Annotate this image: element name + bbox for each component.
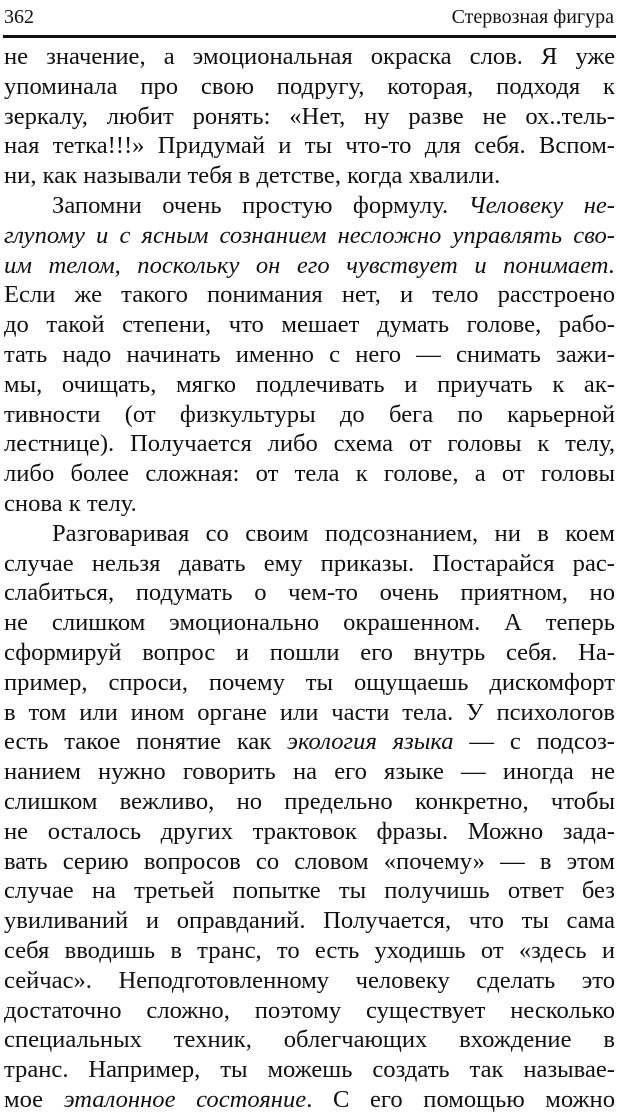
text-line bbox=[4, 221, 615, 251]
text-segment: лестнице). Получается либо схема от головы к телу, bbox=[4, 430, 615, 458]
text-segment: не слишком эмоционально окрашенном. А теперь bbox=[4, 609, 615, 637]
running-title: Стервозная фигура bbox=[451, 6, 614, 28]
text-line bbox=[4, 966, 615, 996]
text-segment: сформируй вопрос и пошли его внутрь себя. На- bbox=[4, 638, 615, 666]
italic-text-segment: глупому и с ясным сознанием несложно управлять сво- bbox=[4, 221, 615, 249]
text-line bbox=[4, 191, 615, 221]
text-segment: слишком вежливо, но предельно конкретно, чтобы bbox=[4, 787, 615, 815]
text-segment: до такой степени, что мешает думать голове, рабо- bbox=[4, 311, 615, 339]
text-segment: тивности (от физкультуры до бега по карьерной bbox=[4, 400, 615, 428]
text-segment: мое bbox=[4, 1085, 64, 1113]
text-line bbox=[4, 638, 615, 668]
text-segment: снова к телу. bbox=[4, 489, 137, 517]
text-segment: достаточно сложно, поэтому существует несколько bbox=[4, 996, 615, 1024]
text-line bbox=[4, 668, 615, 698]
text-segment: увиливаний и оправданий. Получается, что ты сама bbox=[4, 907, 615, 935]
text-line bbox=[4, 161, 615, 191]
text-line bbox=[4, 251, 615, 281]
text-line bbox=[4, 310, 615, 340]
text-line bbox=[4, 578, 615, 608]
text-segment: тать надо начинать именно с него — снимать зажи- bbox=[4, 340, 615, 368]
text-line bbox=[4, 72, 615, 102]
text-segment: либо более сложная: от тела к голове, а от головы bbox=[4, 460, 615, 488]
text-line bbox=[4, 489, 615, 519]
text-line bbox=[4, 459, 615, 489]
text-line bbox=[4, 280, 615, 310]
text-line bbox=[4, 936, 615, 966]
text-segment: слабиться, подумать о чем-то очень приятном, но bbox=[4, 579, 615, 607]
text-line bbox=[4, 757, 615, 787]
text-segment: мы, очищать, мягко подлечивать и приучать к ак- bbox=[4, 370, 615, 398]
text-line bbox=[4, 400, 615, 430]
text-segment: ная тетка!!!» Придумай и ты что-то для себя. Вспом- bbox=[4, 132, 615, 160]
text-segment: Разговаривая со своим подсознанием, ни в коем bbox=[52, 519, 615, 547]
text-line bbox=[4, 340, 615, 370]
text-line bbox=[4, 1085, 615, 1115]
text-segment: ни, как называли тебя в детстве, когда хвалили. bbox=[4, 162, 501, 190]
text-line bbox=[4, 996, 615, 1026]
body-text bbox=[4, 42, 615, 1115]
text-segment: в том или ином органе или части тела. У психологов bbox=[4, 698, 615, 726]
text-segment: случае нельзя давать ему приказы. Постарайся рас- bbox=[4, 549, 615, 577]
italic-text-segment: эталонное состояние bbox=[63, 1085, 307, 1113]
page-header bbox=[4, 2, 614, 32]
text-line bbox=[4, 429, 615, 459]
text-segment: . С его помощью можно bbox=[306, 1085, 615, 1113]
italic-text-segment: экология языка bbox=[287, 728, 454, 756]
text-segment: Если же такого понимания нет, и тело расстроено bbox=[4, 281, 615, 309]
text-line bbox=[4, 1055, 615, 1085]
text-line bbox=[4, 698, 615, 728]
text-segment: себя вводишь в транс, то есть уходишь от «здесь и bbox=[4, 936, 615, 964]
text-line bbox=[4, 876, 615, 906]
text-line bbox=[4, 847, 615, 877]
text-line bbox=[4, 370, 615, 400]
text-segment: вать серию вопросов со словом «почему» — в этом bbox=[4, 847, 615, 875]
header-rule bbox=[3, 35, 616, 38]
text-line bbox=[4, 131, 615, 161]
text-line bbox=[4, 608, 615, 638]
italic-text-segment: им телом, поскольку он его чувствует и понимает. bbox=[4, 251, 615, 279]
text-segment: нанием нужно говорить на его языке — иногда не bbox=[4, 758, 615, 786]
text-line bbox=[4, 727, 615, 757]
text-segment: Запомни очень простую формулу. bbox=[52, 191, 469, 219]
text-segment: сейчас». Неподготовленному человеку сделать это bbox=[4, 966, 615, 994]
text-line bbox=[4, 102, 615, 132]
text-line bbox=[4, 42, 615, 72]
text-segment: — с подсоз- bbox=[453, 728, 615, 756]
text-segment: пример, спроси, почему ты ощущаешь дискомфорт bbox=[4, 668, 615, 696]
text-line bbox=[4, 817, 615, 847]
text-line bbox=[4, 906, 615, 936]
text-segment: есть такое понятие как bbox=[4, 728, 288, 756]
text-line bbox=[4, 519, 615, 549]
italic-text-segment: Человеку не- bbox=[468, 191, 615, 219]
text-segment: не осталось других трактовок фразы. Можно зада- bbox=[4, 817, 615, 845]
page-number: 362 bbox=[4, 6, 34, 28]
text-segment: не значение, а эмоциональная окраска слов. Я уже bbox=[4, 43, 615, 70]
text-segment: специальных техник, облегчающих вхождение в bbox=[4, 1026, 615, 1054]
text-segment: случае на третьей попытке ты получишь ответ без bbox=[4, 877, 615, 905]
text-line bbox=[4, 1025, 615, 1055]
text-segment: упоминала про свою подругу, которая, подходя к bbox=[4, 72, 615, 100]
text-line bbox=[4, 549, 615, 579]
text-line bbox=[4, 787, 615, 817]
text-segment: транс. Например, ты можешь создать так называе- bbox=[4, 1056, 615, 1084]
text-segment: зеркалу, любит ронять: «Нет, ну разве не ох..тель- bbox=[4, 102, 615, 130]
